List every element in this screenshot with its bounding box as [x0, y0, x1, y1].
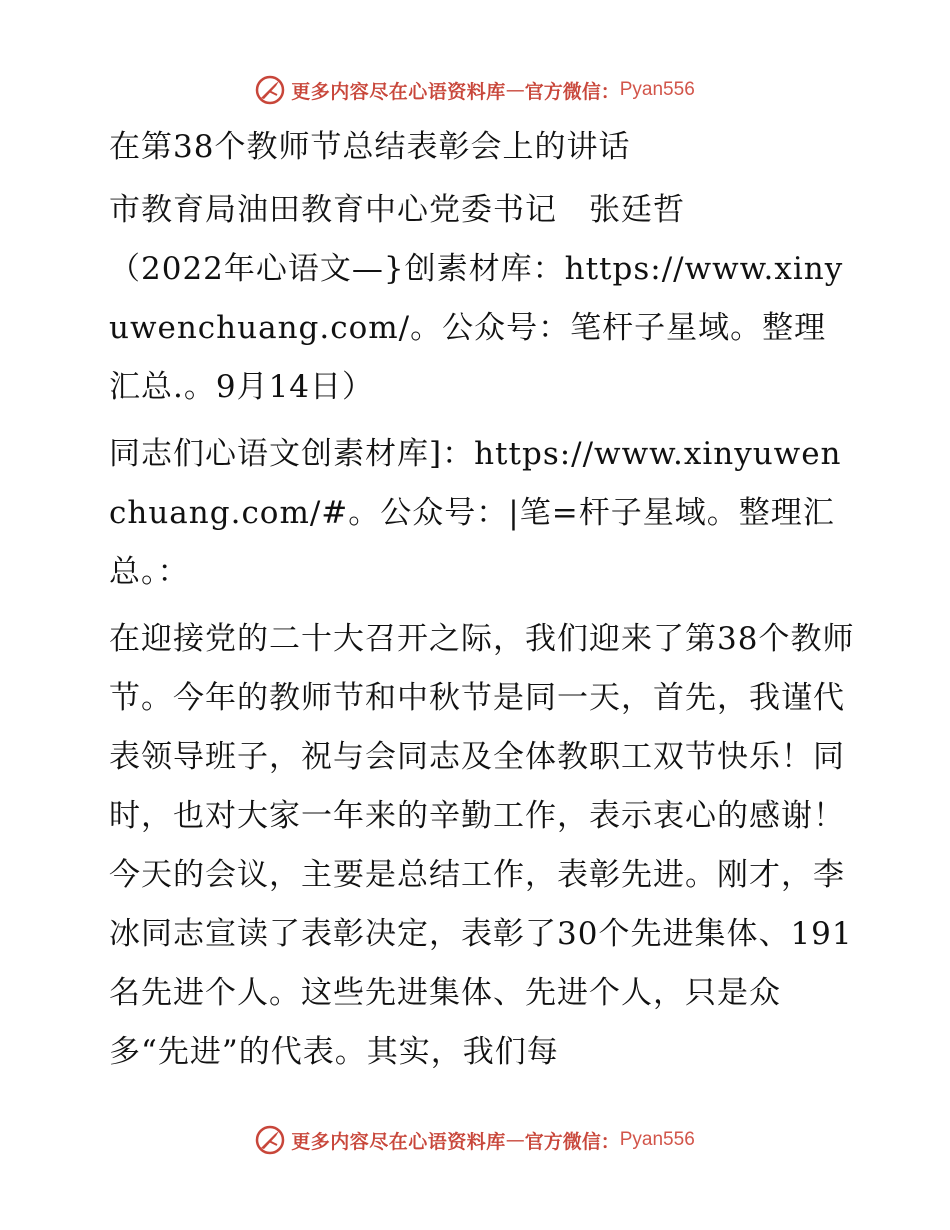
body-paragraph: 在迎接党的二十大召开之际，我们迎来了第38个教师节。今年的教师节和中秋节是同一天，首先，我谨代表领导班子，祝与会同志及全体教职工双节快乐！同时，也对大家一年来的辛勤工作，表示衷心的感谢！今天的会议，主要是总结工作，表彰先进。刚才，李冰同志宣读了表彰决定，表彰了30个先进集体、191名先进个人。这些先进集体、先进个人，只是众多“先进”的代表。其实，我们每 — [109, 621, 855, 1070]
quill-pen-seal-icon — [255, 1125, 285, 1155]
banner-main-text: 更多内容尽在心语资料库 — [291, 80, 506, 103]
banner-main-text: 更多内容尽在心语资料库 — [291, 1130, 506, 1153]
banner-dash: — — [505, 1129, 525, 1151]
banner-wechat-id: Pyan556 — [619, 1129, 695, 1150]
document-body — [97, 118, 857, 1082]
banner-official-label: 官方微信： — [524, 1130, 620, 1153]
quill-pen-seal-icon — [255, 75, 285, 105]
banner-official-label: 官方微信： — [524, 80, 620, 103]
banner-wechat-id: Pyan556 — [619, 79, 695, 100]
page-title: 在第38个教师节总结表彰会上的讲话 — [109, 129, 631, 165]
footer-banner — [0, 1120, 950, 1160]
salutation: 同志们心语文创素材库]：https://www.xinyuwenchuang.com/#。公众号：|笔=杆子星域。整理汇总。： — [109, 436, 842, 590]
banner-dash: — — [505, 79, 525, 101]
header-banner — [0, 70, 950, 110]
source-note: （2022年心语文—}创素材库：https://www.xinyuwenchuang.com/。公众号：笔杆子星域。整理汇总.。9月14日） — [109, 251, 844, 405]
author-line: 市教育局油田教育中心党委书记 张廷哲 — [109, 192, 685, 228]
